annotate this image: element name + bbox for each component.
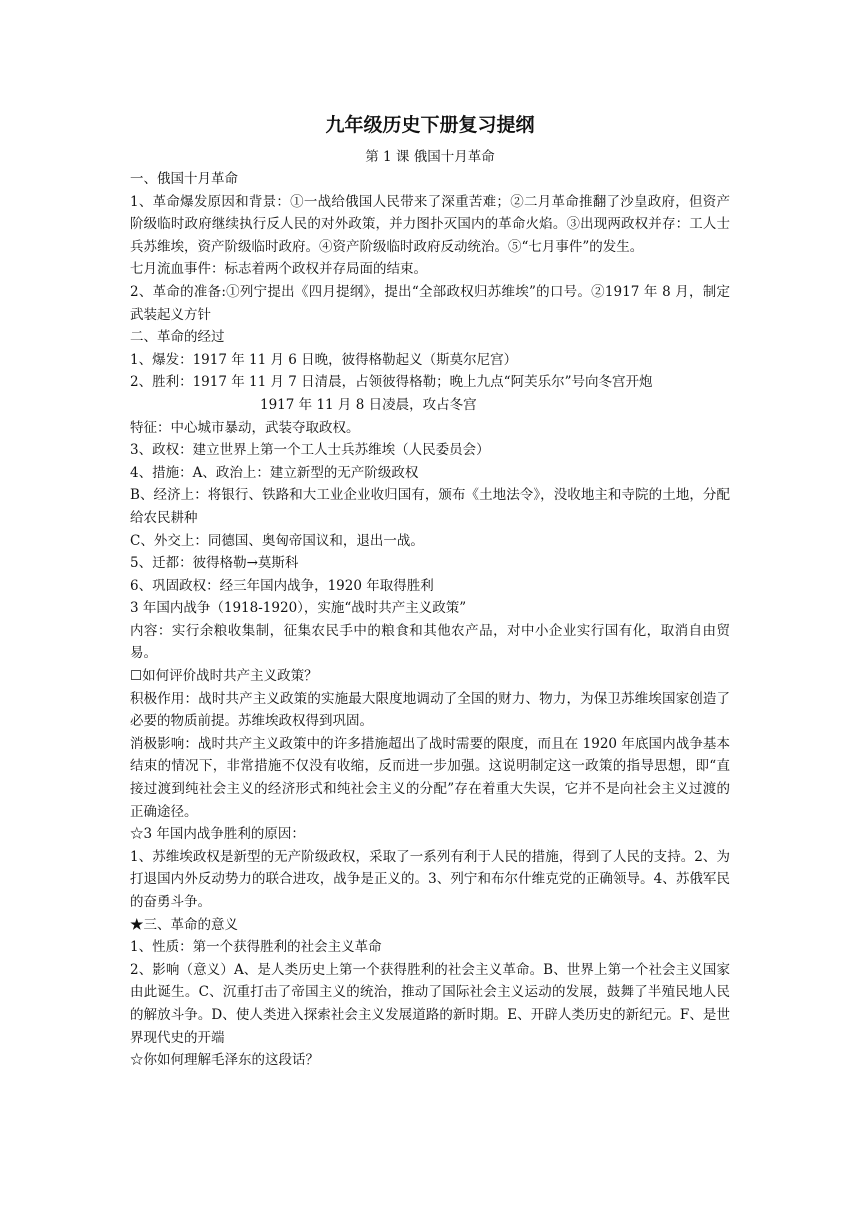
- paragraph: 1、苏维埃政权是新型的无产阶级政权，采取了一系列有利于人民的措施，得到了人民的支持。2、为打退国内外反动势力的联合进攻，战争是正义的。3、列宁和布尔什维克党的正确领导。4、苏俄军民的奋勇斗争。: [130, 848, 730, 910]
- document-body: [130, 168, 730, 1072]
- paragraph: 2、胜利：1917 年 11 月 7 日清晨，占领彼得格勒；晚上九点“阿芙乐尔”号向冬宫开炮: [130, 374, 653, 391]
- paragraph: B、经济上：将银行、铁路和大工业企业收归国有，颁布《土地法令》，没收地主和寺院的土地，分配给农民耕种: [130, 487, 730, 526]
- paragraph: 1、革命爆发原因和背景：①一战给俄国人民带来了深重苦难；②二月革命推翻了沙皇政府，但资产阶级临时政府继续执行反人民的对外政策，并力图扑灭国内的革命火焰。③出现两政权并存：工人士兵苏维埃，资产阶级临时政府。④资产阶级临时政府反动统治。⑤“七月事件”的发生。: [130, 193, 730, 255]
- document-page: [130, 108, 730, 1072]
- document-title: 九年级历史下册复习提纲: [325, 114, 535, 136]
- paragraph: 1、爆发：1917 年 11 月 6 日晚，彼得格勒起义（斯莫尔尼宫）: [130, 351, 518, 368]
- section-heading: ★三、革命的意义: [130, 916, 238, 933]
- paragraph: 2、革命的准备:①列宁提出《四月提纲》，提出“全部政权归苏维埃”的口号。②1917 年 8 月，制定武装起义方针: [130, 283, 730, 323]
- section-heading: 二、革命的经过: [130, 329, 225, 346]
- paragraph: 5、迁都：彼得格勒→莫斯科: [130, 555, 299, 572]
- paragraph: 3 年国内战争（1918-1920），实施“战时共产主义政策”: [130, 600, 467, 617]
- section-heading: 一、俄国十月革命: [130, 171, 238, 187]
- question: ☆3 年国内战争胜利的原因：: [130, 826, 305, 843]
- lesson-title: 第 1 课 俄国十月革命: [365, 149, 495, 165]
- paragraph: C、外交上：同德国、奥匈帝国议和，退出一战。: [130, 532, 424, 549]
- paragraph: 6、巩固政权：经三年国内战争，1920 年取得胜利: [130, 577, 434, 594]
- paragraph: 1、性质：第一个获得胜利的社会主义革命: [130, 939, 382, 956]
- paragraph: 3、政权：建立世界上第一个工人士兵苏维埃（人民委员会）: [130, 442, 490, 459]
- question: ☆你如何理解毛泽东的这段话？: [130, 1052, 319, 1069]
- paragraph: 内容：实行余粮收集制，征集农民手中的粮食和其他农产品，对中小企业实行国有化，取消自由贸易。: [130, 622, 730, 662]
- paragraph: 2、影响（意义）A、是人类历史上第一个获得胜利的社会主义革命。B、世界上第一个社会主义国家由此诞生。C、沉重打击了帝国主义的统治，推动了国际社会主义运动的发展，鼓舞了半殖民地人民的解放斗争。D、使人类进入探索社会主义发展道路的新时期。E、开辟人类历史的新纪元。F、是世界现代史的开端: [130, 961, 730, 1046]
- paragraph: 积极作用：战时共产主义政策的实施最大限度地调动了全国的财力、物力，为保卫苏维埃国家创造了必要的物质前提。苏维埃政权得到巩固。: [130, 690, 730, 730]
- paragraph: 4、措施：A、政治上：建立新型的无产阶级政权: [130, 464, 419, 481]
- question: ☐如何评价战时共产主义政策？: [130, 668, 318, 685]
- paragraph: 消极影响：战时共产主义政策中的许多措施超出了战时需要的限度，而且在 1920 年底国内战争基本结束的情况下，非常措施不仅没有收缩，反而进一步加强。这说明制定这一政策的指导思想，即“直接过渡到纯社会主义的经济形式和纯社会主义的分配”存在着重大失误，它并不是向社会主义过渡的正确途径。: [130, 735, 730, 820]
- paragraph: 特征：中心城市暴动，武装夺取政权。: [130, 419, 360, 436]
- paragraph: 七月流血事件：标志着两个政权并存局面的结束。: [130, 261, 427, 278]
- paragraph: 1917 年 11 月 8 日凌晨，攻占冬宫: [260, 396, 477, 413]
